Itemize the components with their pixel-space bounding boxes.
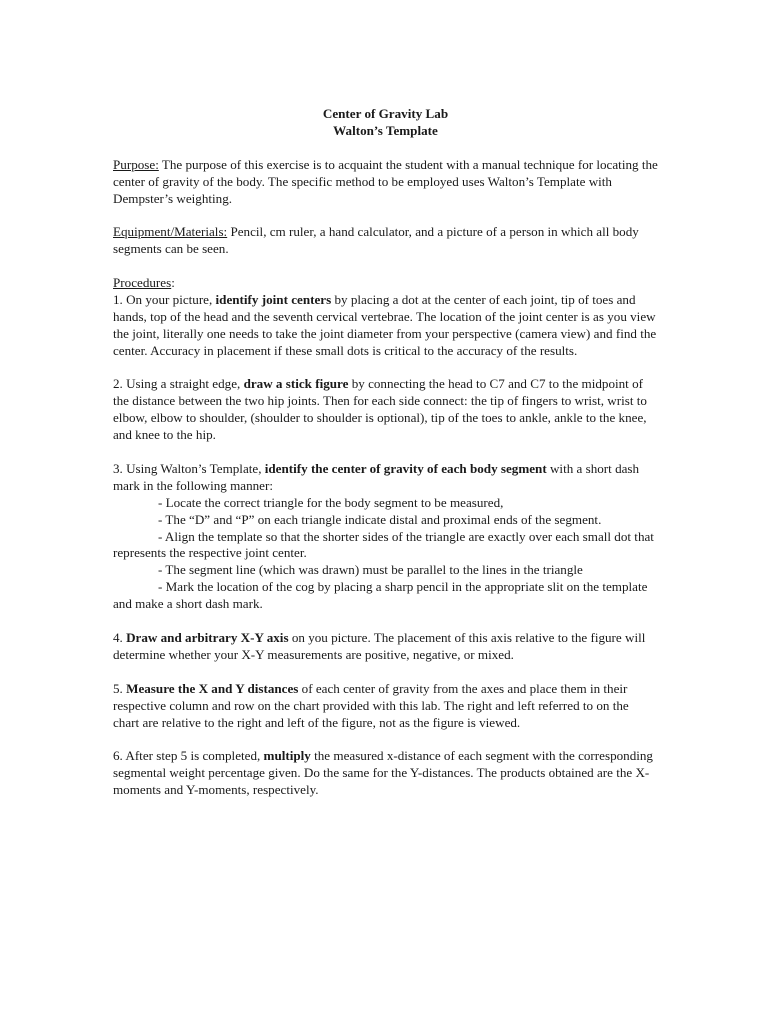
step-3-sub-item: - The “D” and “P” on each triangle indicate distal and proximal ends of the segment. (158, 511, 602, 527)
step-3-emphasis: identify the center of gravity of each body segment (264, 460, 547, 476)
document-title: Center of Gravity Lab (322, 106, 449, 121)
step-6-emphasis: multiply (263, 748, 311, 764)
equipment-paragraph (113, 224, 658, 258)
procedures-label: Procedures (113, 275, 172, 291)
procedures-heading: Procedures: (113, 275, 175, 291)
procedure-step-2: 2. Using a straight edge, draw a stick figure by connecting the head to C7 and C7 to the midpoint of the distance between the two hip joints. Then for each side connect: the tip of fingers to wrist, wrist to elbow, elbow to shoulder, (shoulder to shoulder is optional), tip of the toes to ankle, ankle to the knee, and knee to the hip. (113, 376, 647, 443)
step-3-sub-item: - The segment line (which was drawn) must be parallel to the lines in the triangle (158, 562, 583, 578)
step-5-emphasis: Measure the X and Y distances (126, 680, 299, 696)
step-1-emphasis: identify joint centers (215, 291, 332, 307)
purpose-label: Purpose: (113, 156, 159, 172)
document-subtitle: Walton’s Template (333, 122, 438, 138)
equipment-label: Equipment/Materials: (113, 224, 228, 240)
step-2-emphasis: draw a stick figure (243, 376, 349, 392)
procedure-step-4: 4. Draw and arbitrary X-Y axis on you picture. The placement of this axis relative to the figure will determine whether your X-Y measurements are positive, negative, or mixed. (113, 630, 646, 662)
step-3-sub-item: - Mark the location of the cog by placing a sharp pencil in the appropriate slit on the template and make a short dash mark. (113, 579, 648, 612)
purpose-text: The purpose of this exercise is to acquaint the student with a manual technique for locating the center of gravity of the body. The specific method to be employed uses Walton’s Template with Dempster’s weighting. (113, 156, 658, 206)
purpose-paragraph (113, 157, 658, 208)
procedure-step-6: 6. After step 5 is completed, multiply the measured x-distance of each segment with the corresponding segmental weight percentage given. Do the same for the Y-distances. The products obtained are the X-moments and Y-moments, respectively. (113, 748, 653, 798)
step-4-emphasis: Draw and arbitrary X-Y axis (126, 630, 289, 645)
procedure-step-3: 3. Using Walton’s Template, identify the center of gravity of each body segment with a short dash mark in the following manner: (113, 460, 640, 493)
document-title-block (113, 106, 658, 140)
equipment-text: Pencil, cm ruler, a hand calculator, and a picture of a person in which all body segments can be seen. (113, 224, 639, 257)
step-3-sub-item: - Align the template so that the shorter sides of the triangle are exactly over each small dot that represents the respective joint center. (113, 528, 654, 561)
document-page (113, 106, 658, 816)
procedure-step-5: 5. Measure the X and Y distances of each center of gravity from the axes and place them in their respective column and row on the chart provided with this lab. The right and left referred to on the chart are relative to the right and left of the figure, not as the figure is viewed. (113, 680, 629, 730)
step-3-sub-item: - Locate the correct triangle for the body segment to be measured, (158, 494, 504, 510)
procedure-step-1: 1. On your picture, identify joint centers by placing a dot at the center of each joint, tip of toes and hands, top of the head and the seventh cervical vertebrae. The location of the joint center is as you view the joint, literally one needs to take the joint diameter from your perspective (camera view) and find the center. Accuracy in placement if these small dots is critical to the accuracy of the results. (113, 291, 657, 358)
